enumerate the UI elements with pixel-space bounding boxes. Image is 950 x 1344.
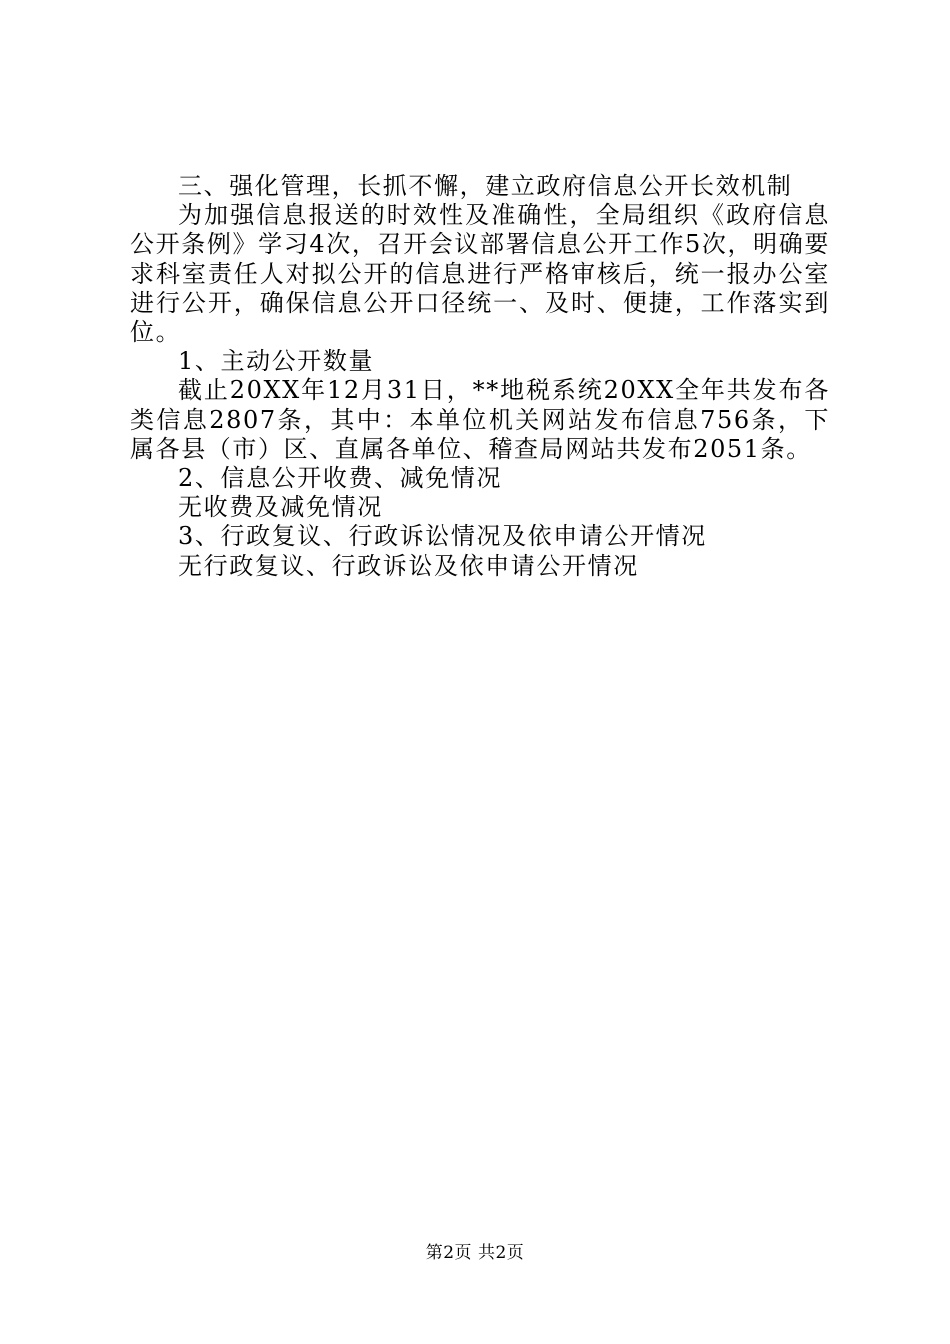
subheading-review-litigation: 3、行政复议、行政诉讼情况及依申请公开情况 <box>178 522 707 551</box>
paragraph-disclosure-count: 截止20XX年12月31日，**地税系统20XX全年共发布各类信息2807条，其中：本单位机关网站发布信息756条，下属各县（市）区、直属各单位、稽查局网站共发布2051条。 <box>130 376 830 463</box>
subheading-fees: 2、信息公开收费、减免情况 <box>178 464 503 493</box>
paragraph-review-litigation: 无行政复议、行政诉讼及依申请公开情况 <box>178 551 639 580</box>
paragraph-fees: 无收费及减免情况 <box>178 493 383 522</box>
page-number: 第2页 共2页 <box>425 1243 525 1263</box>
subheading-active-disclosure: 1、主动公开数量 <box>178 347 375 376</box>
document-body <box>130 172 830 581</box>
section-heading: 三、强化管理，长抓不懈，建立政府信息公开长效机制 <box>178 172 793 200</box>
paragraph-measures: 为加强信息报送的时效性及准确性，全局组织《政府信息公开条例》学习4次，召开会议部署信息公开工作5次，明确要求科室责任人对拟公开的信息进行严格审核后，统一报办公室进行公开，确保信息公开口径统一、及时、便捷，工作落实到位。 <box>130 201 830 347</box>
